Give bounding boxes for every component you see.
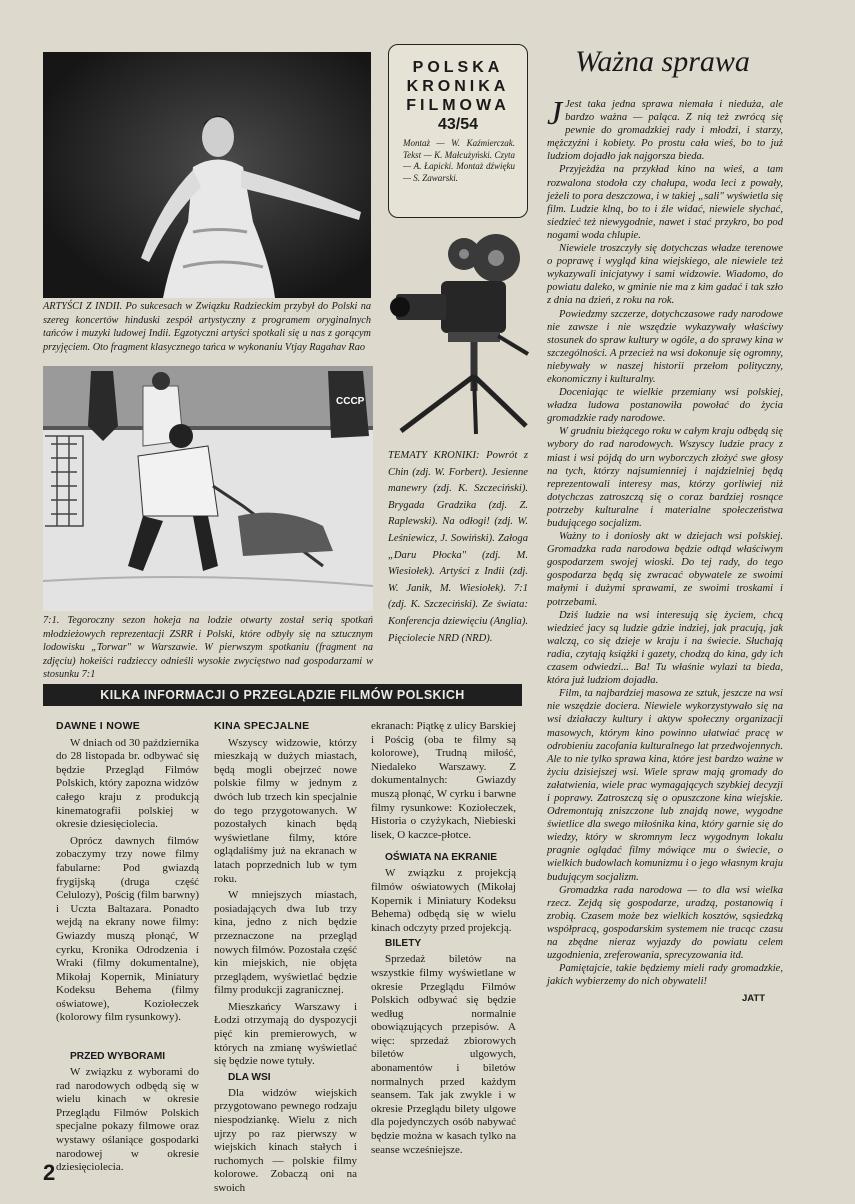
article-author: JATT [741,993,765,1005]
heading-oswiata-na-ekranie: OŚWIATA NA EKRANIE [385,852,498,864]
newsreel-credits: Montaż — W. Kaźmierczak. Tekst — K. Małcużyński. Czyta — A. Łapicki. Montaż dźwięku — S. Zawarski. [403,138,515,183]
newsreel-title-2: KRONIKA [406,78,510,95]
film-review-banner [43,684,522,706]
col2-paragraph-1: Wszyscy widzowie, którzy mieszkają w dużych miastach, będą mogli obejrzeć nowe polskie filmy w jednym z dwóch lub trzech kin specjalnie do tego przygotowanych. W pozostałych kinach będą wyświetlane filmy, które oglądaliśmy już na ekranach w latach poprzednich lub w tym roku. [214,736,357,885]
col3-paragraph-1: ekranach: Piątkę z ulicy Barskiej i Pościg (oba te filmy są kolorowe), Trudną miłość, Niedaleko Warszawy. Z dokumentalnych: Gwiazdy muszą płonąć, W cyrku i barwne filmy rysunkowe: Koziołeczek, Historia o czyżykach, Niebieski lisek, O kaczce-płotce. [371,720,516,841]
article-paragraph-3: Niewiele troszczyły się dotychczas władze terenowe o poprawę i wygląd kina wiejskiego, ale niewiele też wykazywali inicjatywy i sami widzowie. Wiadomo, do powiatu daleko, w gminie nie ma z kim gadać i tak szło z dnia na dzień, z roku na rok. [547,243,783,307]
article-paragraph-2: Przyjeżdża na przykład kino na wieś, a tam rozwalona stodoła czy chałupa, woda leci z powały, jeżeli to pora deszczowa, i w takiej „sali" wyświetla się film. Ludzie klną, bo to i źle widać, niewiele słychać, siedzieć też niewygodnie, nawet i stać przykro, bo pod nogami woda chlupie. [547,164,783,241]
article-paragraph-8: Dziś ludzie na wsi interesują się życiem, chcą wiedzieć jacy są ludzie gdzie indziej, jak pracują, jak walczą, co się dzieje w kraju i na świecie. Słuchają radia, czytają książki i gazety, chodzą do kina, gdy ich czasem odwiedzi... Ba! Tu właśnie wylazi ta bieda, która już ludziom dojadła. [547,609,783,687]
col2-paragraph-4: Dla widzów wiejskich przygotowano pewnego rodzaju niespodziankę. Wielu z nich ujrzy po raz pierwszy w wiejskich kinach stałych i ruchomych — polskie filmy kolorowe. Zobaczą oni na swoich [214,1086,357,1194]
dancer-illustration [43,52,371,298]
col1-paragraph-1: W dniach od 30 października do 28 listopada br. odbywać się będzie Przegląd Filmów Polskich, który zapozna widzów całego kraju z produkcją kinematografii polskiej w okresie dziesięciolecia. [56,736,199,831]
article-paragraph-10: Gromadzka rada narodowa — to dla wsi wielka rzecz. Zejdą się gospodarze, uradzą, postanowią i zrobią. Czasem może bez wielkich kosztów, sąsiedzką współpracą, gospodarskim systemem nie tracąc czasu na zbędne nieraz wyjazdy do powiatu celem uzgodnienia, zreferowania, sprecyzowania itd. [547,884,783,962]
hockey-illustration [43,366,373,611]
heading-kina-specjalne: KINA SPECJALNE [214,720,310,732]
newsreel-topics: TEMATY KRONIKI: Powrót z Chin (zdj. W. Forbert). Jesienne manewry (zdj. K. Szczeciński). Brygada Gradzika (zdj. Z. Raplewski). Na odłogi! (zdj. W. Leśniewicz, J. Sowiński). Załoga „Daru Płocka" (zdj. M. Wiesiołek). Artyści z Indii (zdj. W. Janik, M. Wiesiołek). 7:1 (zdj. K. Szczeciński). Ze świata: Konferencja dziewięciu (Anglia). Pięciolecie NRD (NRD). [388,450,528,644]
col1-paragraph-2: Oprócz dawnych filmów zobaczymy trzy nowe filmy fabularne: Pod gwiazdą frygijską (druga część Celulozy), Pościg (film barwny) i Uczta Baltazara. Ponadto wejdą na ekrany nowe filmy: Gwiazdy muszą płonąć, W cyrku, Kronika Odrodzenia i Wraki (filmy dokumentalne), Mikołaj Kopernik, Miniatury Kodeksu Behema (filmy oświatowe), Koziołeczek (kolorowy film rysunkowy). [56,834,199,1024]
col3-paragraph-2: W związku z projekcją filmów oświatowych (Mikołaj Kopernik i Miniatury Kodeksu Behema) odbędą się w wielu kinach odczyty przed projekcją. [371,867,516,934]
artists-caption: ARTYŚCI Z INDII. Po sukcesach w Związku Radzieckim przybył do Polski na szereg koncertów hinduski zespół artystyczny z programem oryginalnych tańców i muzyki ludowej Indii. Egzotyczni artyści spotkali się u nas z gorącym przyjęciem. Oto fragment klasycznego tańca w wykonaniu Vtjay Ragahav Rao [43,301,371,353]
article-paragraph-9: Film, ta najbardziej masowa ze sztuk, jeszcze na wsi nie wszędzie dociera. Niewiele wykorzystywało się na wsi działaczy kultury i aktyw społeczny organizacji masowych, którym kino powinno ułatwiać pracę w odrobieniu zacofania kulturalnego lat przedwojennych. Ale to nie tylko sprawa kina, które jest bardzo ważne w życiu dzisiejszej wsi. Wiele spraw mają gromady do załatwienia, wiele prac wymagających szybkiej decyzji i poprawy. Zatroszczą się o opuszczone kina wiejskie. Odremontują zniszczone lub znajdą nowe, wygodne świetlice dla swego miłośnika kina, który garnie się do wiedzy, który w skromnym lecz wygodnym lokalu pragnie oglądać filmy mówiące mu o świecie, o wielkich budowlach komunizmu i o jego własnym kraju budującym socjalizm. [547,688,783,883]
newsreel-box [388,44,528,218]
film-camera-image [386,226,531,436]
newsreel-title-3: FILMOWA [406,97,510,114]
heading-dla-wsi: DLA WSI [228,1071,271,1083]
article-paragraph-1 [547,95,783,163]
col2-paragraph-3: Mieszkańcy Warszawy i Łodzi otrzymają do dyspozycji pięć kin premierowych, w których na zmianę wyświetlać się będzie nowe tytuły. [214,1000,357,1068]
col1-paragraph-3: W związku z wyborami do rad narodowych odbędą się w wielu kinach w okresie Przeglądu Filmów Polskich specjalne pokazy filmowe oraz wystawy oślaniące gospodarki narodowej w okresie dziesięciolecia. [56,1066,199,1174]
col3-paragraph-3: Sprzedaż biletów na wszystkie filmy wyświetlane w okresie Przeglądu Filmów Polskich odbywać się będzie według normalnie obowiązujących przepisów. A więc: sprzedaż zbiorowych biletów ulgowych, abonamentów i biletów normalnych przed każdym seansem. Tak jak zwykle i w okresie Przeglądu bilety ulgowe dla pojedynczych osób nabywać będzie można w kasach tylko na seanse wcześniejsze. [371,953,516,1156]
photo-ice-hockey [43,366,373,611]
article-paragraph-7: Ważny to i doniosły akt w dziejach wsi polskiej. Gromadzka rada narodowa będzie odtąd właściwym gospodarzem swojej wioski. Do tej rady, do tego gospodarza będą się zwracać obywatele ze swoimi małymi i dużymi sprawami, ze swoimi troskami i potrzebami. [547,531,783,608]
heading-dawne-i-nowe: DAWNE I NOWE [56,720,141,732]
article-body [547,95,783,1005]
cccp-lettering: СССР [336,396,365,407]
article-paragraph-11: Pamiętajcie, takie będziemy mieli rady gromadzkie, jakich wybierzemy do nich obywateli! [547,963,783,988]
photo-indian-dancer [43,52,371,298]
news-column-3 [371,720,516,1160]
article-title: Ważna sprawa [575,45,750,78]
heading-bilety: BILETY [385,938,422,950]
page-number: 2 [43,1160,56,1185]
news-column-2 [214,720,357,1199]
camera-icon [386,226,531,436]
article-paragraph-6: W grudniu bieżącego roku w całym kraju odbędą się wybory do rad narodowych. Wszyscy ludzie pracy z miast i wsi pójdą do urn wyborczych złożyć swe głosy na tych, którzy najsumienniej i najdzielniej będą reprezentowali interesy mas, którzy gorliwiej niż dotychczas zatroszczą się o coraz bardziej rosnące potrzeby kulturalne i materialne społeczeństwa budującego socjalizm. [547,426,783,529]
drop-cap: J [547,95,563,132]
newsreel-title-1: POLSKA [412,59,504,76]
banner-title: KILKA INFORMACJI O PRZEGLĄDZIE FILMÓW POLSKICH [100,688,465,702]
hockey-caption: 7:1. Tegoroczny sezon hokeja na lodzie otwarty został serią spotkań młodzieżowych reprezentacji ZSRR i Polski, które odbyły się na sztucznym lodowisku „Torwar" w Warszawie. W pierwszym spotkaniu (fragment na zdjęciu) hokeiści radzieccy odnieśli wysokie zwycięstwo nad gospodarzami w stosunku 7:1 [43,615,373,681]
news-column-1 [56,720,199,1178]
col2-paragraph-2: W mniejszych miastach, posiadających dwa lub trzy kina, jedno z nich będzie przeznaczone na przegląd nowych filmów. Pozostała część kin miejskich, nie objęta przeglądem, wyświetlać będzie filmy produkcji zagranicznej. [214,889,357,997]
heading-przed-wyborami: PRZED WYBORAMI [70,1051,166,1063]
article-paragraph-5: Doceniając te wielkie przemiany wsi polskiej, władza ludowa postanowiła powołać do życia gromadzkie rady narodowe. [547,387,783,425]
article-paragraph-4: Powiedzmy szczerze, dotychczasowe rady narodowe nie zawsze i nie wszędzie wykazywały właściwy stosunek do spraw kultury w ogóle, a do sprawy kina w szczególności. A przecież na wsi dokonuje się ogromny, niebywały w naszej historii przełom polityczny, ekonomiczny i kulturalny. [547,308,783,385]
article-paragraph-1-text: Jest taka jedna sprawa niemała i nieduża, ale bardzo ważna — paląca. Z nią też zwrócą się pewnie do gromadzkiej rady i młodzi, i starzy, mężczyźni i kobiety. Po prostu cała wieś, bo to już ludziom dojadło jak najgorsza bieda. [547,99,783,163]
newsreel-number: 43/54 [437,116,479,133]
